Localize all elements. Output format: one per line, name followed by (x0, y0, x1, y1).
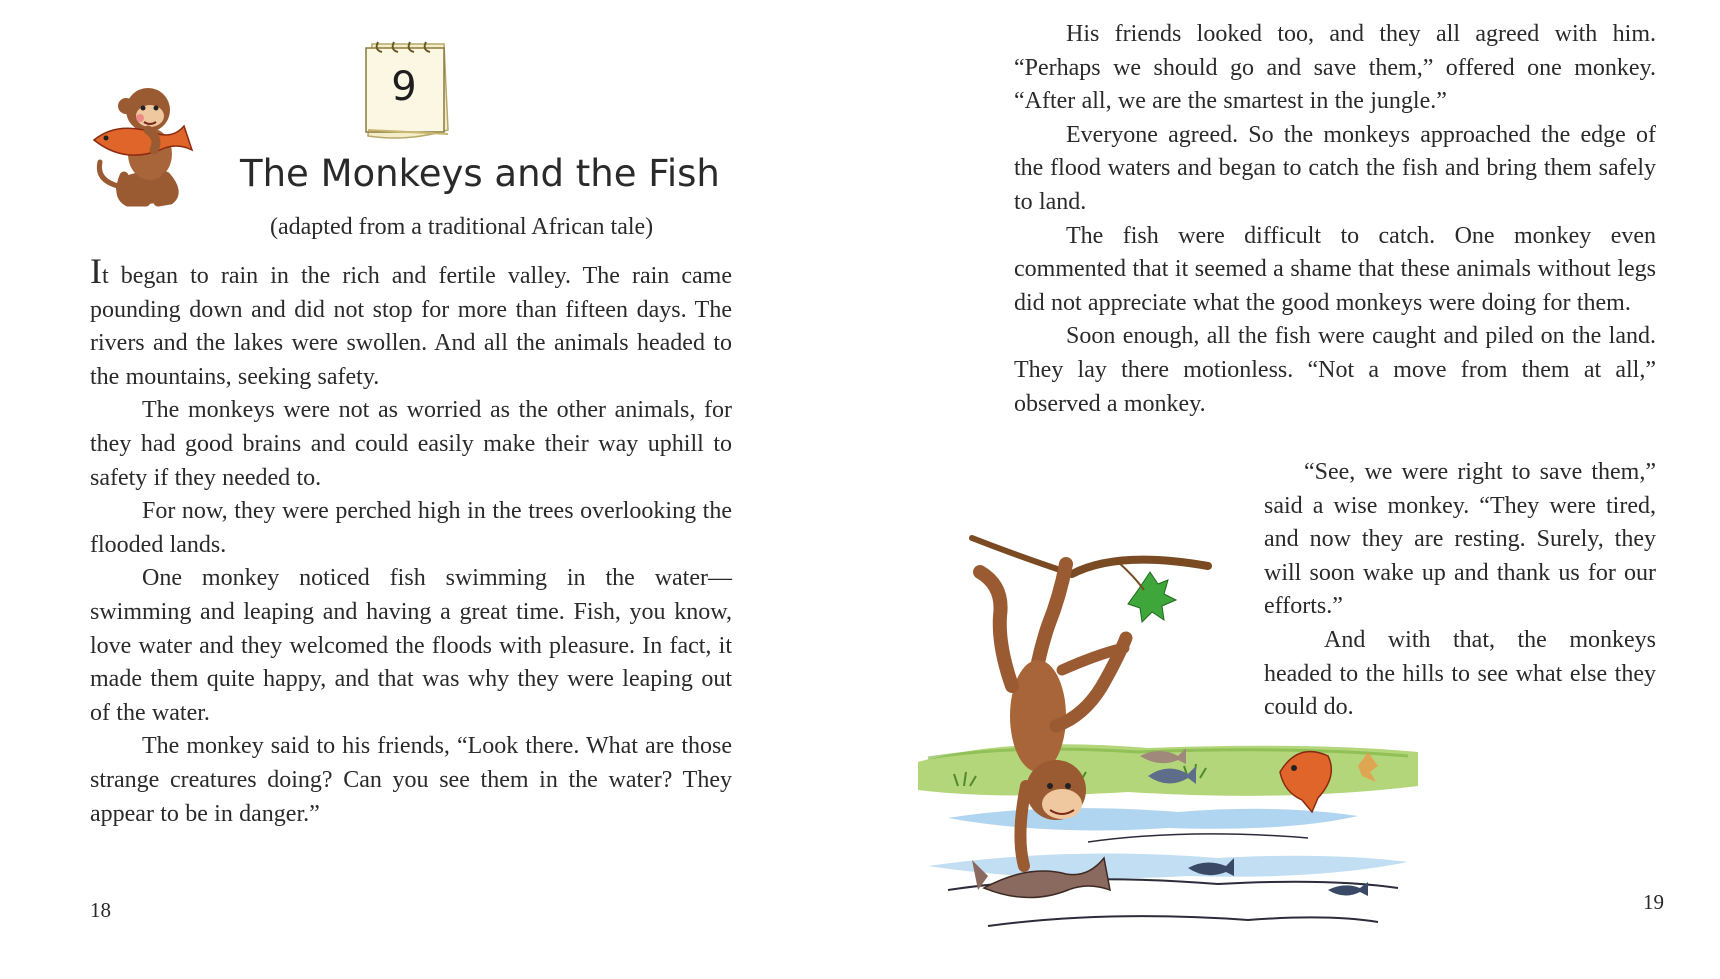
left-page-body (90, 251, 732, 831)
paragraph-text: t began to rain in the rich and fertile valley. The rain came pounding down and did not stop for more than fifteen days. The rivers and the lakes were swollen. And all the animals headed to the mountains, seeking safety. (90, 263, 732, 390)
paragraph: And with that, the monkeys headed to the hills to see what else they could do. (1264, 626, 1656, 721)
monkey-holding-fish-illustration (88, 80, 218, 210)
right-page-body (1014, 18, 1656, 421)
right-page (860, 0, 1720, 979)
paragraph: The fish were difficult to catch. One monkey even commented that it seemed a shame that these animals without legs did not appreciate what the good monkeys were doing for them. (1014, 222, 1656, 316)
drop-cap: I (90, 251, 102, 291)
chapter-number: 9 (391, 64, 417, 110)
paragraph: One monkey noticed fish swimming in the water—swimming and leaping and having a great time. Fish, you know, love water and they welcomed the floods with pleasure. In fact, it made them quite happy, and that was why they were leaping out of the water. (90, 565, 732, 726)
story-subtitle: (adapted from a traditional African tale) (270, 214, 654, 240)
story-title: The Monkeys and the Fish (240, 152, 720, 195)
paragraph: The monkey said to his friends, “Look there. What are those strange creatures doing? Can you see them in the water? They appear to be in danger.” (90, 733, 732, 827)
paragraph: Everyone agreed. So the monkeys approached the edge of the flood waters and began to catch the fish and bring them safely to land. (1014, 121, 1656, 215)
paragraph: “See, we were right to save them,” said a wise monkey. “They were tired, and now they are resting. Surely, they will soon wake up and thank us for our efforts.” (1264, 459, 1656, 620)
paragraph: His friends looked too, and they all agreed with him. “Perhaps we should go and save them,” offered one monkey. “After all, we are the smartest in the jungle.” (1014, 21, 1656, 115)
page-number-left: 18 (90, 898, 111, 922)
paragraph: For now, they were perched high in the trees overlooking the flooded lands. (90, 498, 732, 558)
page-number-right: 19 (1643, 890, 1664, 914)
paragraph: Soon enough, all the fish were caught and piled on the land. They lay there motionless. “Not a move from them at all,” observed a monkey. (1014, 323, 1656, 417)
paragraph (90, 251, 732, 394)
paragraph: The monkeys were not as worried as the other animals, for they had good brains and could easily make their way uphill to safety if they needed to. (90, 397, 732, 491)
right-page-wrapped-body (1264, 456, 1656, 725)
